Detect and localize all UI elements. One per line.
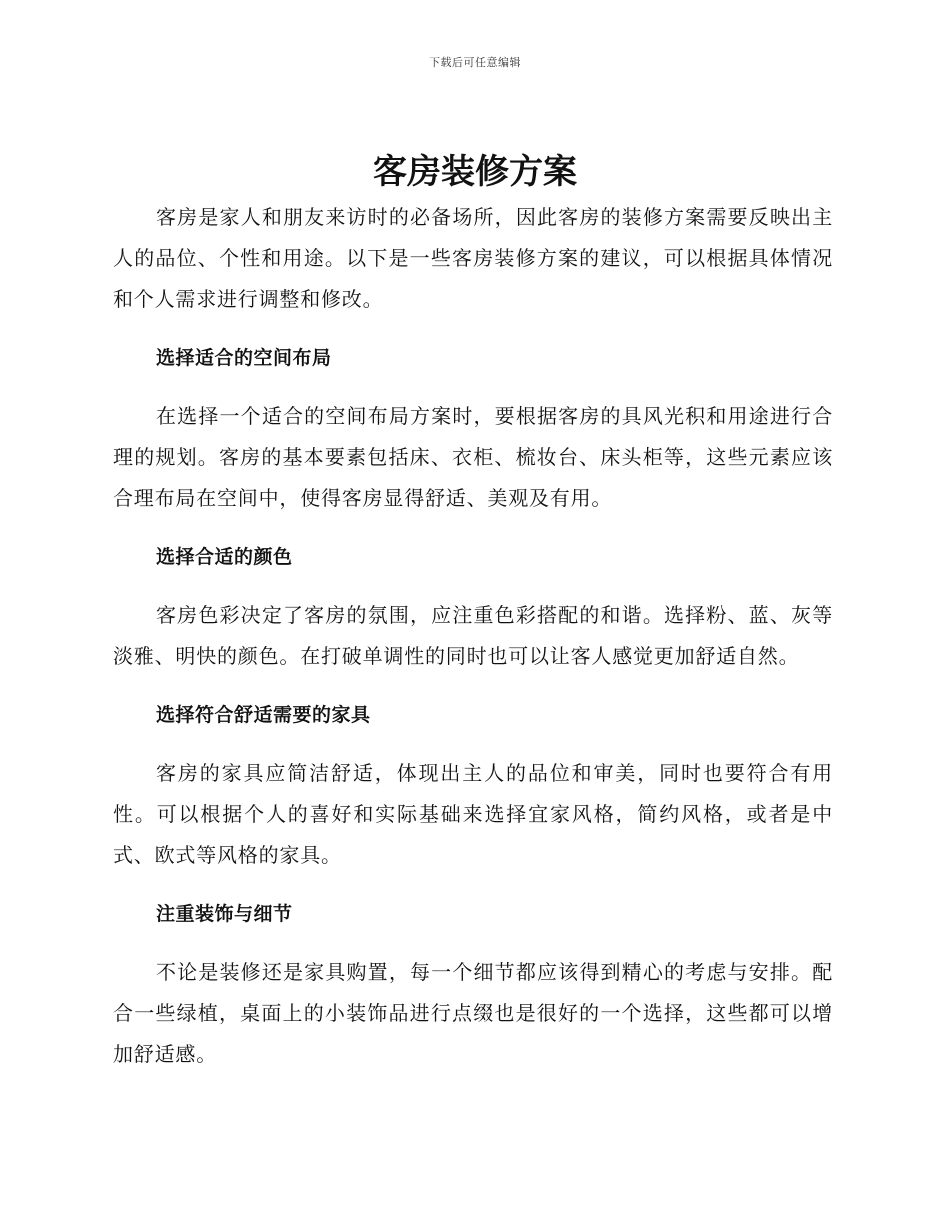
- section-heading-furniture: 选择符合舒适需要的家具: [156, 704, 371, 726]
- page-title: 客房装修方案: [373, 152, 577, 192]
- header-note: 下载后可任意编辑: [429, 56, 521, 69]
- section-body-decor: 不论是装修还是家具购置，每一个细节都应该得到精心的考虑与安排。配合一些绿植，桌面上的小装饰品进行点缀也是很好的一个选择，这些都可以增加舒适感。: [113, 960, 833, 1066]
- section-heading-decor: 注重装饰与细节: [156, 903, 293, 925]
- section-body-color: 客房色彩决定了客房的氛围，应注重色彩搭配的和谐。选择粉、蓝、灰等淡雅、明快的颜色。在打破单调性的同时也可以让客人感觉更加舒适自然。: [113, 603, 833, 668]
- intro-paragraph: 客房是家人和朋友来访时的必备场所，因此客房的装修方案需要反映出主人的品位、个性和用途。以下是一些客房装修方案的建议，可以根据具体情况和个人需求进行调整和修改。: [113, 205, 833, 311]
- section-body-layout: 在选择一个适合的空间布局方案时，要根据客房的具风光积和用途进行合理的规划。客房的基本要素包括床、衣柜、梳妆台、床头柜等，这些元素应该合理布局在空间中，使得客房显得舒适、美观及有用。: [113, 404, 833, 510]
- section-body-furniture: 客房的家具应简洁舒适，体现出主人的品位和审美，同时也要符合有用性。可以根据个人的喜好和实际基础来选择宜家风格，简约风格，或者是中式、欧式等风格的家具。: [113, 761, 833, 867]
- section-heading-color: 选择合适的颜色: [156, 546, 293, 568]
- document-body: [113, 197, 833, 1075]
- section-heading-layout: 选择适合的空间布局: [156, 347, 332, 369]
